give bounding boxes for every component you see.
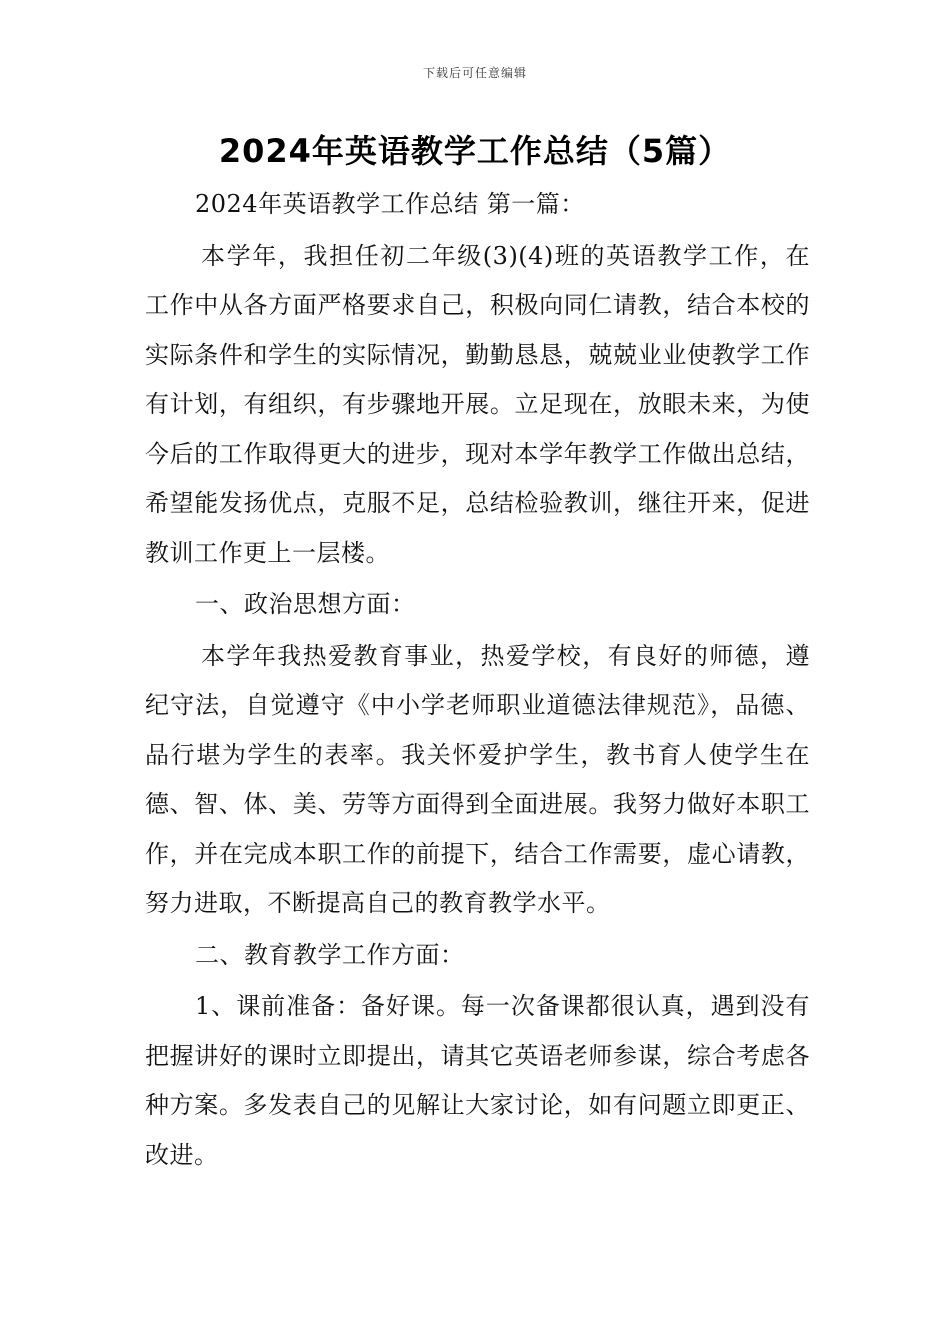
document-title: 2024年英语教学工作总结（5篇）	[218, 132, 732, 170]
section-heading-politics: 一、政治思想方面：	[195, 590, 416, 618]
section-heading-teaching: 二、教育教学工作方面：	[195, 940, 465, 969]
header-note: 下载后可任意编辑	[422, 66, 527, 80]
paragraph-preparation: 1、课前准备：备好课。每一次备课都很认真，遇到没有把握讲好的课时立即提出，请其它英语老师参谋，综合考虑各种方案。多发表自己的见解让大家讨论，如有问题立即更正、改进。	[145, 992, 810, 1169]
section-heading-first: 2024年英语教学工作总结 第一篇：	[195, 190, 585, 218]
document-body	[145, 180, 810, 1180]
paragraph-intro: 本学年，我担任初二年级(3)(4)班的英语教学工作，在工作中从各方面严格要求自己，积极向同仁请教，结合本校的实际条件和学生的实际情况，勤勤恳恳，兢兢业业使教学工作有计划，有组织，有步骤地开展。立足现在，放眼未来，为使今后的工作取得更大的进步，现对本学年教学工作做出总结，希望能发扬优点，克服不足，总结检验教训，继往开来，促进教训工作更上一层楼。	[145, 241, 810, 567]
paragraph-politics: 本学年我热爱教育事业，热爱学校，有良好的师德，遵纪守法，自觉遵守《中小学老师职业道德法律规范》，品德、品行堪为学生的表率。我关怀爱护学生，教书育人使学生在德、智、体、美、劳等方面得到全面进展。我努力做好本职工作，并在完成本职工作的前提下，结合工作需要，虚心请教，努力进取，不断提高自己的教育教学水平。	[145, 641, 810, 917]
